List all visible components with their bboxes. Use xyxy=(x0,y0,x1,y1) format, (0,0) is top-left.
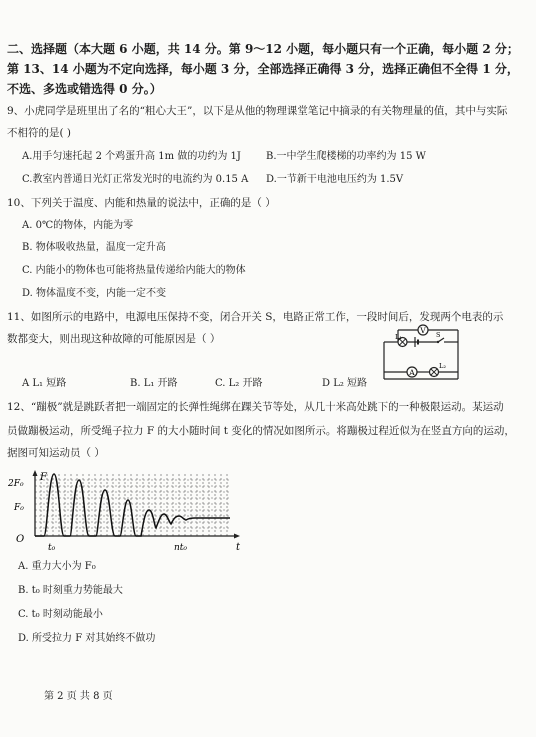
q12-stem-line-3: 据图可知运动员（ ） xyxy=(7,447,105,459)
q12-option-b: B. t₀ 时刻重力势能最大 xyxy=(18,585,123,596)
q9-option-a: A.用手匀速托起 2 个鸡蛋升高 1m 做的功约为 1J xyxy=(22,151,241,162)
q11-stem-line-1: 11、如图所示的电路中，电源电压保持不变，闭合开关 S，电路正常工作，一段时间后，发现两个电表的示 xyxy=(7,311,504,323)
q12-option-c: C. t₀ 时刻动能最小 xyxy=(18,609,103,620)
q11-option-c: C. L₂ 开路 xyxy=(215,378,263,389)
q9-option-d: D.一节新干电池电压约为 1.5V xyxy=(266,174,404,185)
page-footer: 第 2 页 共 8 页 xyxy=(44,691,113,702)
tick-2f0: 2F₀ xyxy=(8,479,24,489)
q12-stem-line-2: 员做蹦极运动，所受绳子拉力 F 的大小随时间 t 变化的情况如图所示。将蹦极过程近似为在竖直方向的运动， xyxy=(7,425,515,437)
f-axis-label: F xyxy=(40,472,47,483)
tick-t0: t₀ xyxy=(48,543,56,553)
force-curve xyxy=(35,474,230,536)
q11-option-d: D L₂ 短路 xyxy=(322,378,368,389)
q12-option-d: D. 所受拉力 F 对其始终不做功 xyxy=(18,633,156,644)
q9-stem-line-2: 不相符的是( ) xyxy=(7,127,72,139)
q9-option-c: C.教室内普通日光灯正常发光时的电流约为 0.15 A xyxy=(22,174,249,185)
ammeter-label: A xyxy=(409,368,415,377)
f-axis-arrow xyxy=(33,470,38,476)
t-axis-arrow xyxy=(234,534,240,539)
switch-label: S xyxy=(436,331,441,339)
q10-option-a: A. 0℃的物体，内能为零 xyxy=(22,220,134,231)
q10-option-b: B. 物体吸收热量，温度一定升高 xyxy=(22,242,166,253)
q10-stem: 10、下列关于温度、内能和热量的说法中，正确的是（ ） xyxy=(7,197,276,209)
q12-force-time-graph xyxy=(4,470,274,554)
q11-option-b: B. L₁ 开路 xyxy=(130,378,178,389)
q12-stem-line-1: 12、“蹦极”就是跳跃者把一端固定的长弹性绳绑在踝关节等处，从几十米高处跳下的一种极限运动。某运动 xyxy=(7,401,504,413)
section-title-line-2: 第 13、14 小题为不定向选择，每小题 3 分，全部选择正确得 3 分，选择正确但不全得 1 分， xyxy=(7,62,519,76)
tick-nt0: nt₀ xyxy=(174,543,188,553)
voltmeter-label: V xyxy=(420,326,426,335)
lamp-l2-symbol xyxy=(430,362,447,377)
q10-option-c: C. 内能小的物体也可能将热量传递给内能大的物体 xyxy=(22,265,246,276)
voltmeter-symbol xyxy=(418,325,428,335)
q10-option-d: D. 物体温度不变，内能一定不变 xyxy=(22,288,167,299)
section-title-line-3: 不选、多选或错选得 0 分。） xyxy=(7,82,162,96)
graph-grid xyxy=(35,474,230,536)
section-title-line-1: 二、选择题（本大题 6 小题，共 14 分。第 9～12 小题，每小题只有一个正确，每小题 2 分； xyxy=(7,42,519,56)
switch-symbol xyxy=(436,331,444,343)
q9-option-b: B.一中学生爬楼梯的功率约为 15 W xyxy=(266,151,426,162)
origin-label: O xyxy=(16,534,25,545)
lamp-l1-label: L₁ xyxy=(395,333,402,341)
q9-stem-line-1: 9、小虎同学是班里出了名的“粗心大王”，以下是从他的物理课堂笔记中摘录的有关物理量的值，其中与实际 xyxy=(7,105,508,117)
lamp-l1-symbol xyxy=(395,333,407,347)
t-axis-label: t xyxy=(236,542,241,553)
ammeter-symbol xyxy=(407,367,417,377)
lamp-l2-label: L₂ xyxy=(439,362,446,370)
q11-option-a: A L₁ 短路 xyxy=(22,378,67,389)
q12-option-a: A. 重力大小为 F₀ xyxy=(18,561,96,572)
tick-f0: F₀ xyxy=(14,503,24,513)
q11-circuit-diagram xyxy=(378,324,464,382)
q11-stem-line-2: 数都变大，则出现这种故障的可能原因是（ ） xyxy=(7,333,221,345)
